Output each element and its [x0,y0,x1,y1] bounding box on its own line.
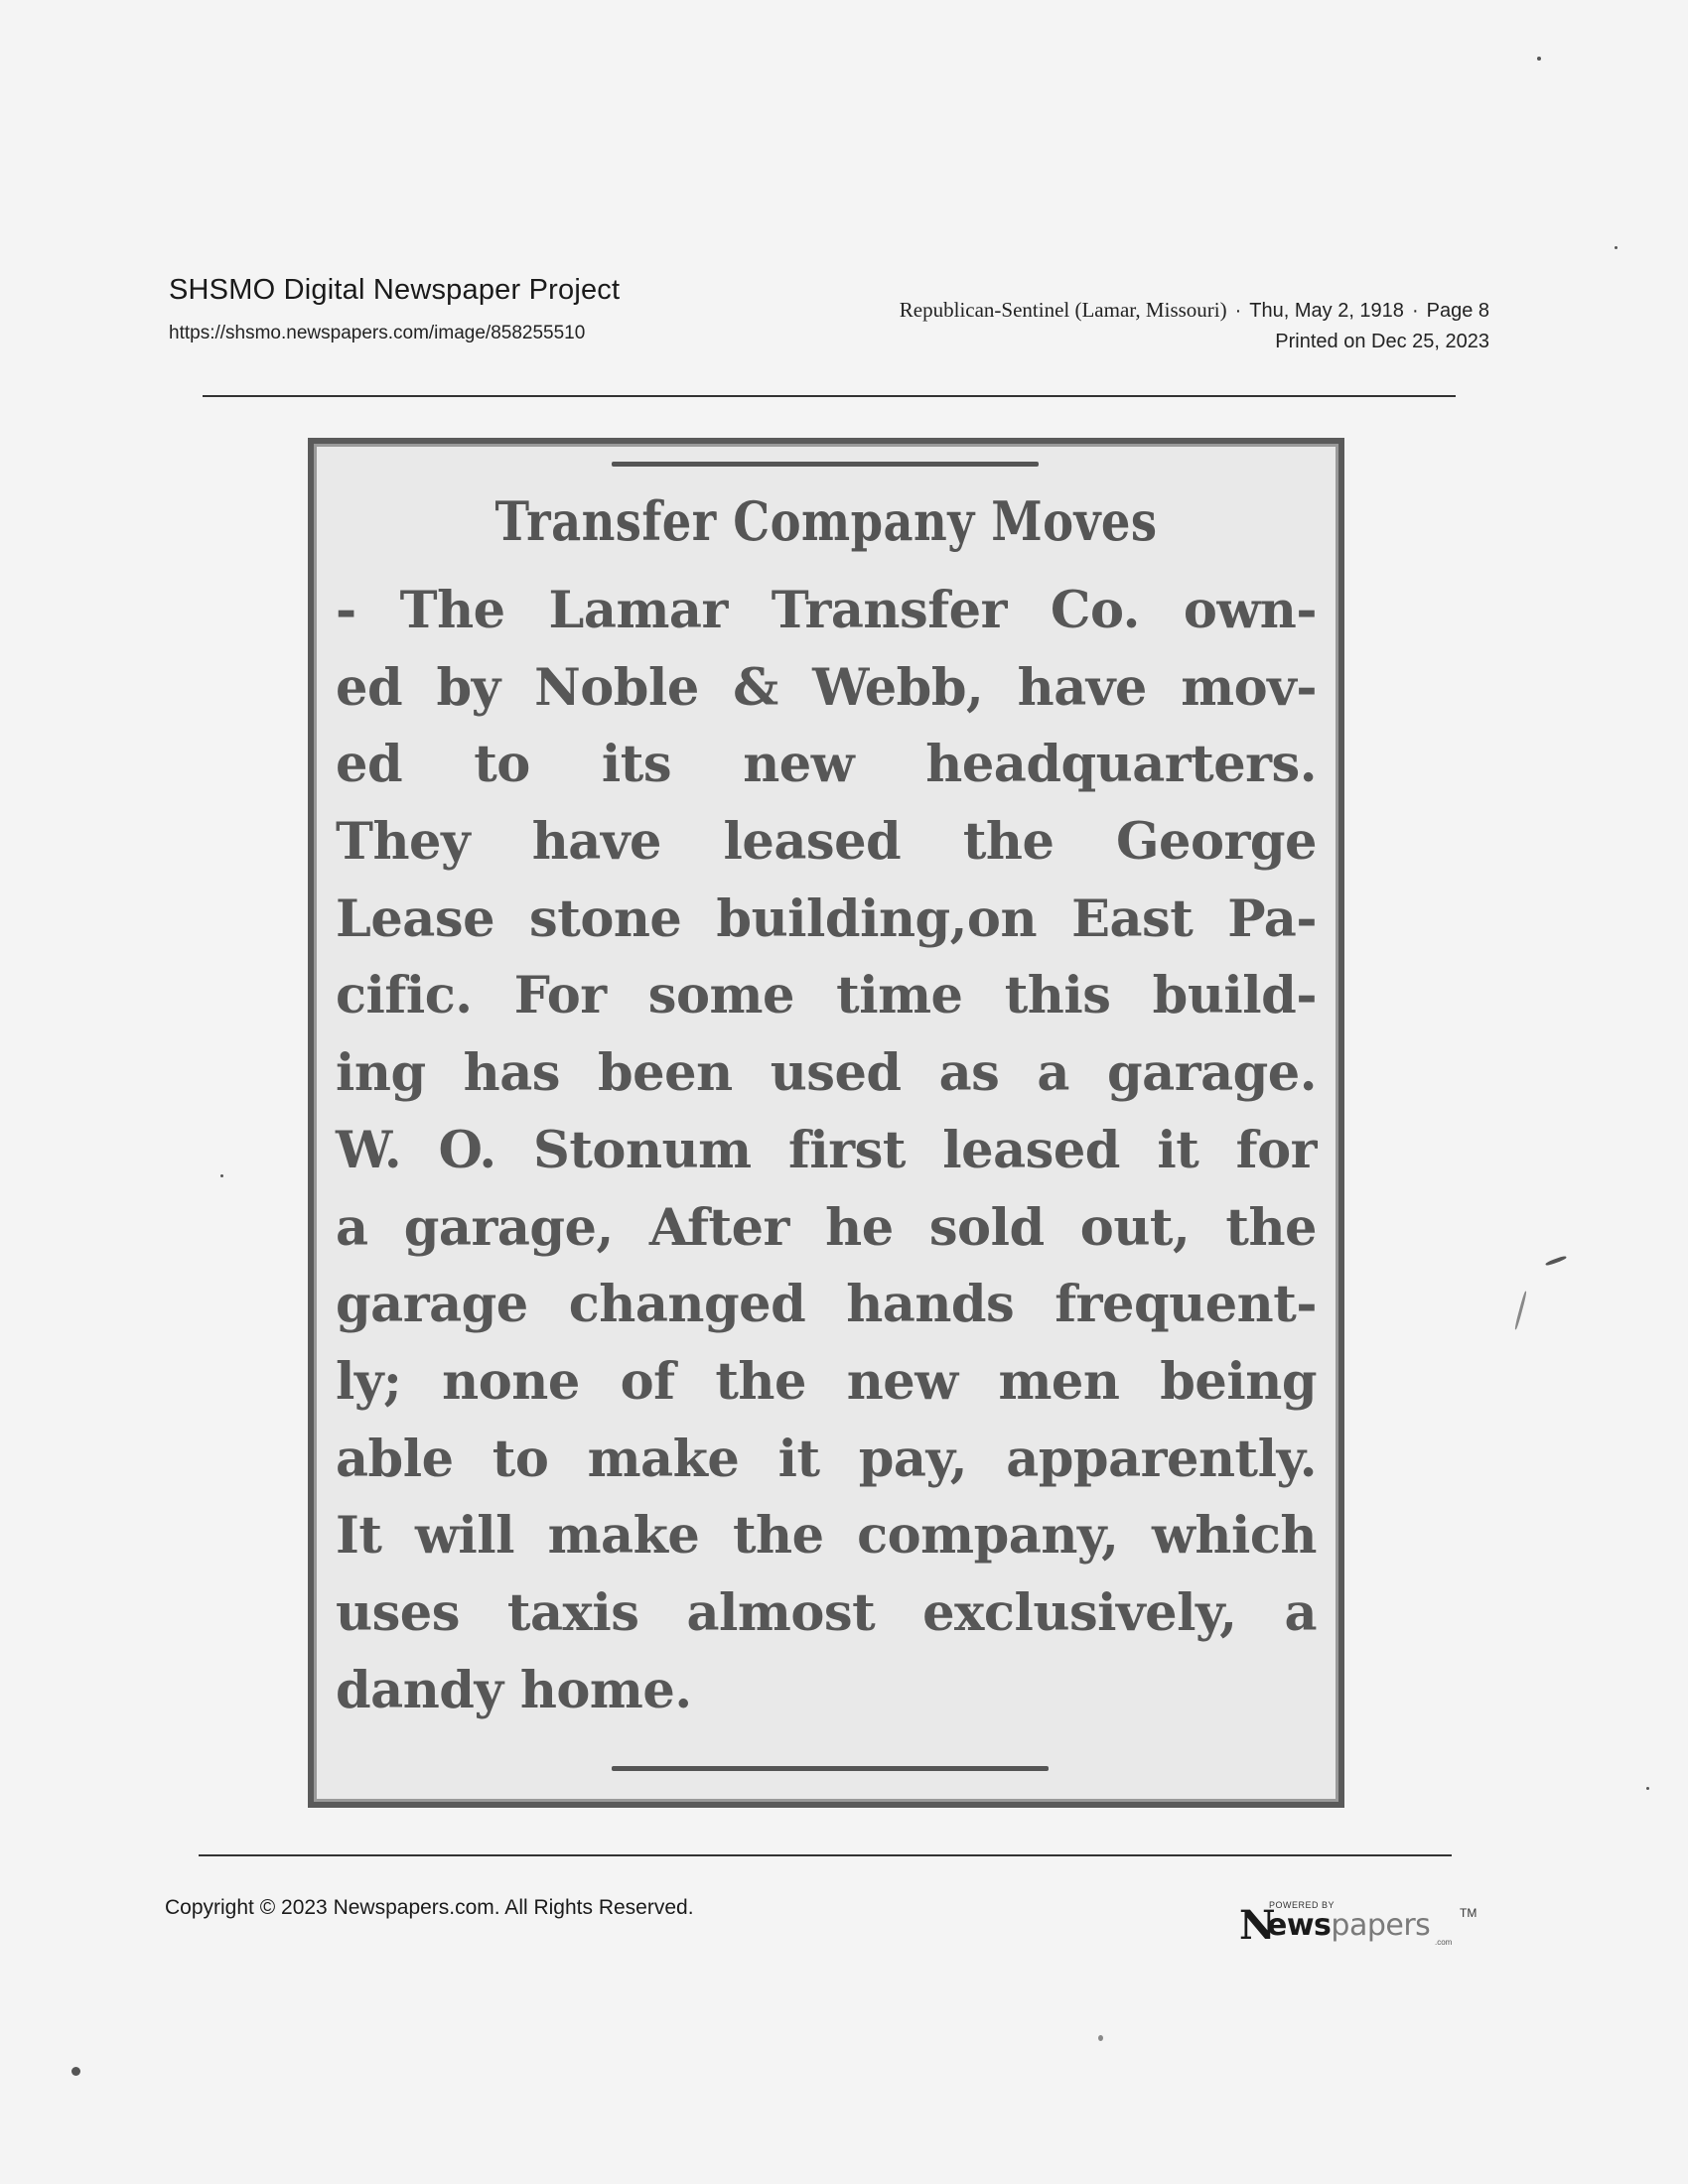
top-divider [203,395,1456,397]
article-line: W. O. Stonum first leased it for [336,1120,1317,1180]
article-line: ed to its new headquarters. [336,735,1317,795]
project-title: SHSMO Digital Newspaper Project [169,274,621,306]
article-line: ly; none of the new men being [336,1351,1317,1412]
scan-speck [220,1174,223,1177]
logo-n-letter: N [1239,1902,1276,1949]
article-line: Lease stone building,on East Pa- [336,888,1317,949]
article-line: cific. For some time this build- [336,966,1317,1026]
article-line: able to make it pay, apparently. [336,1429,1317,1489]
source-line [900,298,1489,323]
logo-trademark: TM [1460,1906,1477,1920]
clipping-top-rule [612,462,1039,467]
issue-date: Thu, May 2, 1918 [1249,300,1404,322]
newspapers-logo [1239,1898,1482,1948]
project-url[interactable]: https://shsmo.newspapers.com/image/858255510 [169,323,586,343]
article-body [336,573,1317,1729]
copyright-notice: Copyright © 2023 Newspapers.com. All Rights Reserved. [165,1896,694,1919]
separator: · [1411,300,1419,322]
article-line: dandy home. [336,1660,692,1720]
scan-speck [1098,2035,1103,2041]
page-number: Page 8 [1426,300,1489,322]
logo-news: ews [1267,1908,1332,1943]
article-line: ed by Noble & Webb, have mov- [336,657,1317,718]
scan-speck [1514,1291,1527,1329]
scan-speck [1646,1787,1649,1790]
article-line: uses taxis almost exclusively, a [336,1582,1317,1643]
article-line: ing has been used as a garage. [336,1043,1317,1104]
scan-speck [1545,1255,1567,1266]
article-line: They have leased the George [336,812,1317,873]
printed-on: Printed on Dec 25, 2023 [1275,331,1489,352]
header-left [169,274,620,344]
article-line: a garage, After he sold out, the [336,1197,1317,1258]
clipping-bottom-rule [612,1766,1049,1771]
separator: · [1234,300,1242,322]
header-right [900,298,1489,353]
article-line: It will make the company, which [336,1506,1317,1567]
logo-powered-by: POWERED BY [1269,1900,1336,1910]
article-headline: Transfer Company Moves [494,489,1158,553]
scan-speck [1537,57,1541,61]
logo-wordmark [1267,1908,1430,1943]
scan-speck [1615,246,1618,249]
bottom-divider [199,1854,1452,1856]
clipping-frame [308,438,1344,1808]
newspaper-name: Republican-Sentinel (Lamar, Missouri) [899,298,1227,322]
article-line: - The Lamar Transfer Co. own- [336,581,1317,640]
article-line: garage changed hands frequent- [336,1275,1317,1335]
scan-speck [71,2067,80,2076]
logo-papers: papers [1331,1908,1431,1943]
logo-dotcom: .com [1435,1938,1453,1947]
